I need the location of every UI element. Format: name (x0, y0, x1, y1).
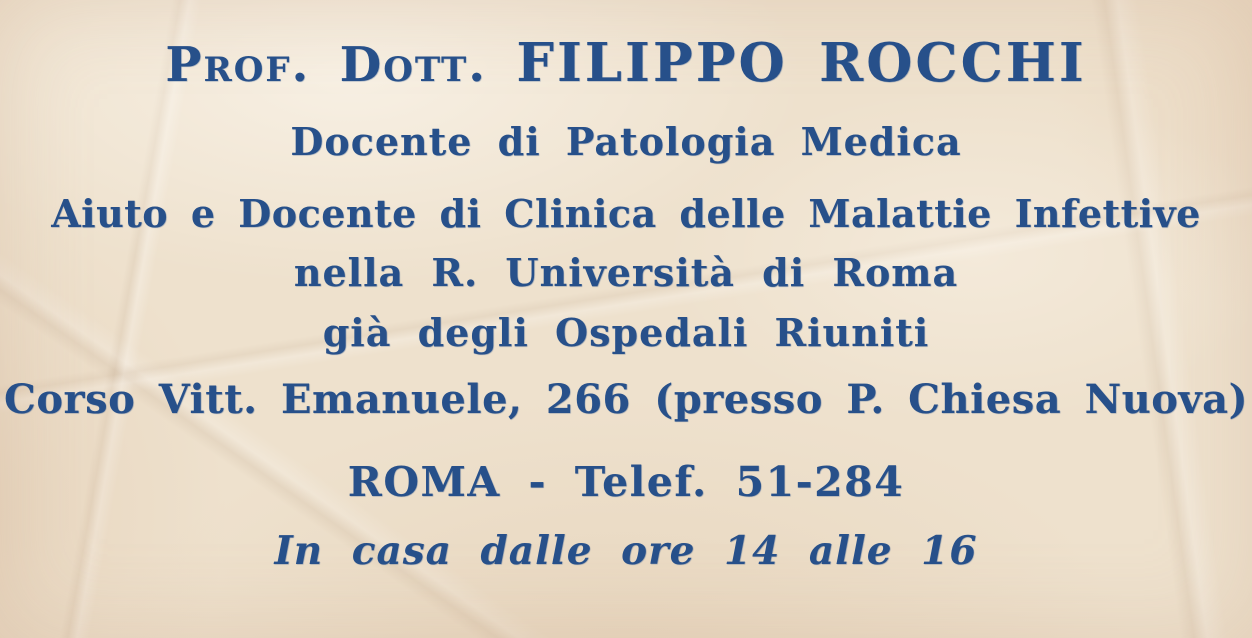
university-line: nella R. Università di Roma (293, 250, 959, 296)
title-prefix-prof: Prof. (165, 37, 311, 93)
hospital-line: già degli Ospedali Riuniti (322, 310, 930, 356)
title-prefix-dott: Dott. (339, 37, 487, 93)
role-line-clinica: Aiuto e Docente di Clinica delle Malattie Infettive (51, 190, 1201, 236)
hours-line: In casa dalle ore 14 alle 16 (274, 528, 978, 575)
role-line-patologia: Docente di Patologia Medica (290, 118, 962, 164)
city-phone-line: ROMA - Telef. 51-284 (347, 458, 905, 507)
address-line: Corso Vitt. Emanuele, 266 (presso P. Chiesa Nuova) (3, 376, 1248, 424)
person-name: FILIPPO ROCCHI (516, 32, 1087, 94)
name-line (0, 32, 1252, 94)
